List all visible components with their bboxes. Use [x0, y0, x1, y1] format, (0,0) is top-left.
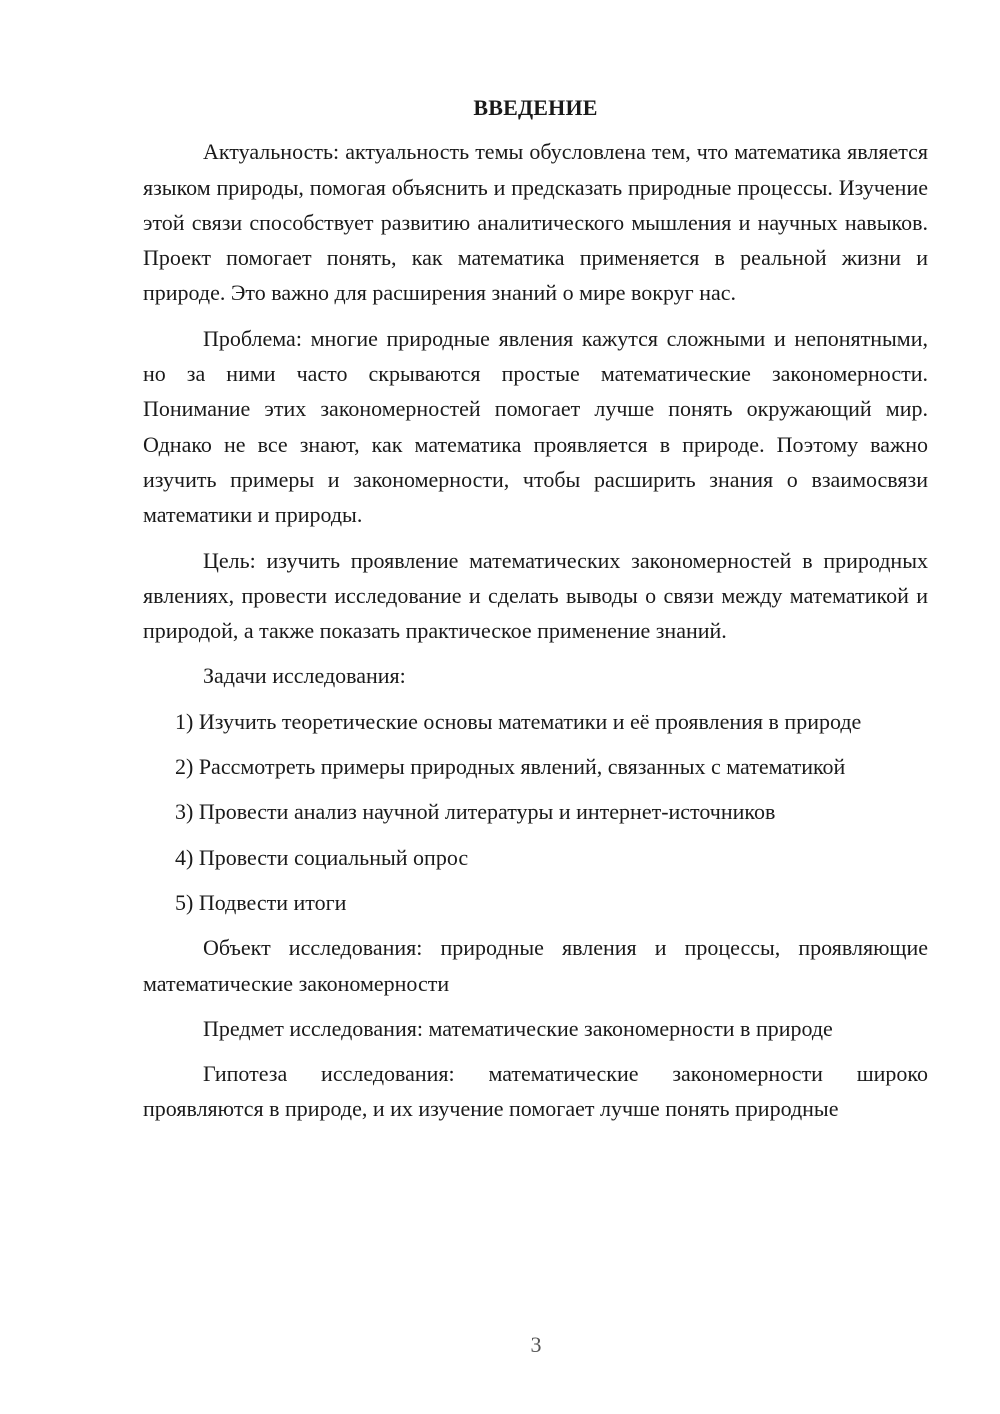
- task-item-2: 2) Рассмотреть примеры природных явлений, связанных с математикой: [175, 754, 846, 780]
- task-item-5: 5) Подвести итоги: [175, 889, 347, 915]
- page-number: 3: [530, 1332, 542, 1357]
- tasks-heading: Задачи исследования:: [203, 663, 406, 689]
- hypothesis-paragraph: Гипотеза исследования: математические закономерности широко проявляются в природе, и их изучение помогает лучше понять природные: [143, 1061, 928, 1122]
- problem-paragraph: Проблема: многие природные явления кажутся сложными и непонятными, но за ними часто скрываются простые математические закономерности. Понимание этих закономерностей помогает лучше понять окружающий мир. Однако не все знают, как математика проявляется в природе. Поэтому важно изучить примеры и закономерности, чтобы расширить знания о взаимосвязи математики и природы.: [143, 325, 928, 528]
- document-page: [143, 90, 928, 1137]
- goal-paragraph: Цель: изучить проявление математических закономерностей в природных явлениях, провести исследование и сделать выводы о связи между математикой и природой, а также показать практическое применение знаний.: [143, 547, 928, 644]
- page-title: ВВЕДЕНИЕ: [473, 95, 598, 120]
- task-item-4: 4) Провести социальный опрос: [175, 844, 469, 870]
- object-paragraph: Объект исследования: природные явления и процессы, проявляющие математические закономерности: [143, 935, 928, 996]
- subject-paragraph: Предмет исследования: математические закономерности в природе: [203, 1015, 833, 1041]
- task-item-3: 3) Провести анализ научной литературы и интернет-источников: [175, 799, 776, 825]
- relevance-paragraph: Актуальность: актуальность темы обусловлена тем, что математика является языком природы, помогая объяснить и предсказать природные процессы. Изучение этой связи способствует развитию аналитического мышления и научных навыков. Проект помогает понять, как математика применяется в реальной жизни и природе. Это важно для расширения знаний о мире вокруг нас.: [143, 139, 928, 306]
- task-item-1: 1) Изучить теоретические основы математики и её проявления в природе: [175, 708, 862, 734]
